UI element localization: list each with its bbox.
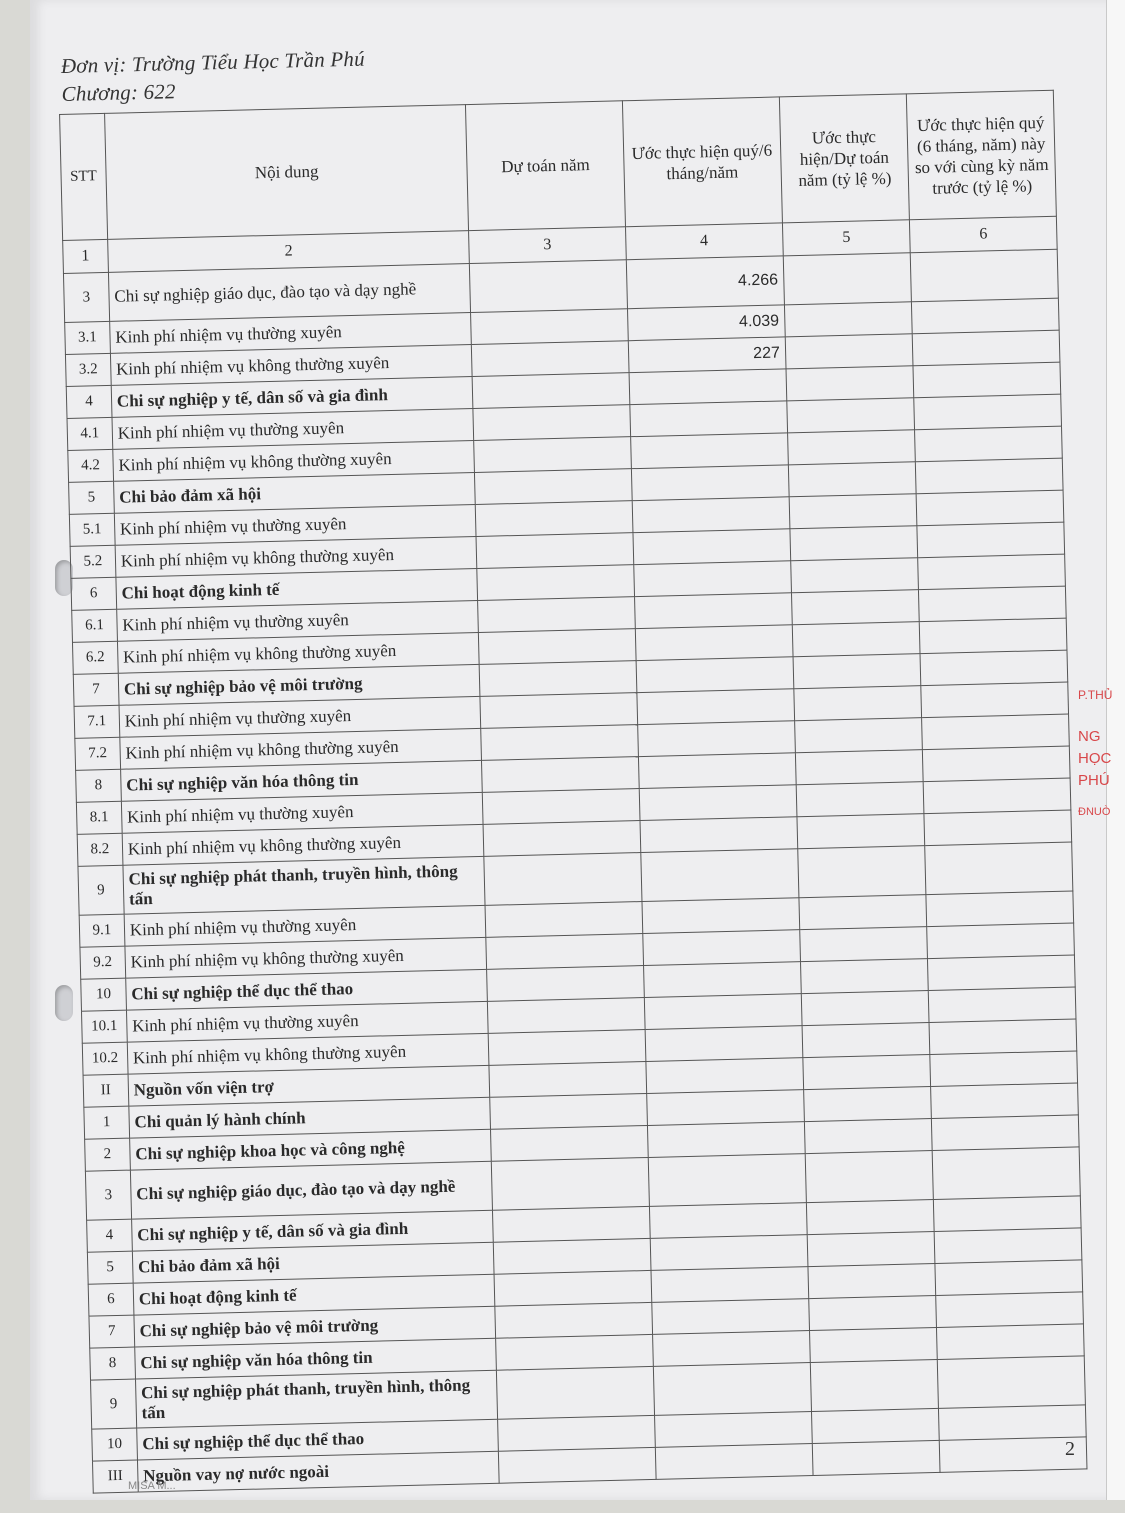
row-ratio-estimate <box>784 302 912 337</box>
row-annual-estimate <box>492 1157 649 1210</box>
row-annual-estimate <box>484 821 641 857</box>
row-content: Kinh phí nhiệm vụ thường xuyên <box>126 1001 488 1042</box>
row-ratio-estimate <box>799 927 927 962</box>
row-annual-estimate <box>488 998 645 1034</box>
row-estimated-execution <box>640 849 798 902</box>
row-ratio-previous-year <box>937 1324 1084 1360</box>
row-annual-estimate <box>489 1030 646 1066</box>
row-ratio-previous-year <box>923 778 1070 814</box>
row-annual-estimate <box>473 405 630 441</box>
row-annual-estimate <box>495 1302 652 1338</box>
row-annual-estimate <box>476 533 633 569</box>
row-ratio-previous-year <box>932 1115 1079 1151</box>
row-content: Chi bảo đảm xã hội <box>113 472 475 513</box>
row-ratio-previous-year <box>922 714 1069 750</box>
footer-mark: MISA M... <box>128 1480 176 1492</box>
row-ratio-estimate <box>804 1119 932 1154</box>
row-ratio-estimate <box>806 1200 934 1235</box>
row-ratio-estimate <box>803 1055 931 1090</box>
row-ratio-estimate <box>808 1295 936 1330</box>
row-stt: 4.1 <box>67 417 113 450</box>
unit-name: Đơn vị: Trường Tiểu Học Trần Phú <box>60 46 366 78</box>
row-stt: 7 <box>89 1315 135 1348</box>
row-estimated-execution: 4.266 <box>626 256 784 309</box>
col-header-annual-estimate: Dự toán năm <box>466 101 625 231</box>
row-annual-estimate <box>497 1366 654 1419</box>
row-content: Kinh phí nhiệm vụ thường xuyên <box>116 600 478 641</box>
row-ratio-estimate <box>792 622 920 657</box>
row-ratio-estimate <box>808 1263 936 1298</box>
row-annual-estimate <box>470 260 627 313</box>
row-estimated-execution <box>636 657 794 693</box>
row-annual-estimate <box>472 341 629 377</box>
col-header-content: Nội dung <box>104 105 469 240</box>
row-estimated-execution <box>633 561 791 597</box>
row-estimated-execution <box>648 1154 806 1207</box>
row-content: Kinh phí nhiệm vụ không thường xuyên <box>117 632 479 673</box>
row-stt: 4.2 <box>68 449 114 482</box>
row-ratio-estimate <box>795 750 923 785</box>
row-ratio-estimate <box>810 1359 939 1411</box>
row-stt: 3 <box>63 272 109 322</box>
row-ratio-estimate <box>793 654 921 689</box>
row-content: Kinh phí nhiệm vụ không thường xuyên <box>120 728 482 769</box>
row-annual-estimate <box>478 597 635 633</box>
row-annual-estimate <box>482 757 639 793</box>
row-content: Nguồn vay nợ nước ngoài <box>137 1451 499 1492</box>
row-estimated-execution <box>629 401 787 437</box>
row-ratio-estimate <box>812 1440 940 1475</box>
row-estimated-execution <box>654 1412 812 1448</box>
row-ratio-estimate <box>798 846 927 898</box>
row-stt: 4 <box>66 385 112 418</box>
row-ratio-previous-year <box>923 746 1070 782</box>
row-annual-estimate <box>487 966 644 1002</box>
row-estimated-execution: 227 <box>628 337 786 373</box>
row-ratio-previous-year <box>917 522 1064 558</box>
row-content: Chi sự nghiệp giáo dục, đào tạo và dạy nghề <box>130 1161 493 1219</box>
col-header-ratio-previous-year: Ước thực hiện quý (6 tháng, năm) này so với cùng kỳ năm trước (tỷ lệ %) <box>907 90 1057 220</box>
row-ratio-previous-year <box>929 1019 1076 1055</box>
row-content: Chi sự nghiệp khoa học và công nghệ <box>129 1129 491 1170</box>
col-header-stt: STT <box>60 113 108 240</box>
row-content: Chi hoạt động kinh tế <box>116 568 478 609</box>
row-ratio-estimate <box>801 991 929 1026</box>
row-content: Chi sự nghiệp văn hóa thông tin <box>135 1338 497 1379</box>
row-content: Chi hoạt động kinh tế <box>133 1274 495 1315</box>
row-ratio-previous-year <box>921 682 1068 718</box>
row-content: Chi sự nghiệp văn hóa thông tin <box>120 760 482 801</box>
row-ratio-previous-year <box>934 1228 1081 1264</box>
row-ratio-estimate <box>811 1408 939 1443</box>
row-stt: 5 <box>69 481 115 514</box>
row-stt: II <box>83 1074 129 1107</box>
row-estimated-execution <box>650 1235 808 1271</box>
row-annual-estimate <box>494 1238 651 1274</box>
index-cell: 3 <box>469 227 626 264</box>
row-annual-estimate <box>491 1125 648 1161</box>
row-estimated-execution <box>630 433 788 469</box>
row-ratio-previous-year <box>919 586 1066 622</box>
row-ratio-previous-year <box>928 955 1075 991</box>
row-annual-estimate <box>475 469 632 505</box>
row-content: Kinh phí nhiệm vụ không thường xuyên <box>113 441 475 482</box>
row-content: Nguồn vốn viện trợ <box>128 1065 490 1106</box>
stamp-text: ĐNUÒ <box>1078 806 1111 818</box>
row-ratio-previous-year <box>916 458 1063 494</box>
row-ratio-estimate <box>790 526 918 561</box>
row-stt: 6 <box>88 1283 134 1316</box>
row-content: Kinh phí nhiệm vụ thường xuyên <box>109 313 471 354</box>
row-ratio-previous-year <box>929 987 1076 1023</box>
row-stt: 5.2 <box>70 545 116 578</box>
col-header-ratio-estimate: Ước thực hiện/Dự toán năm (tỷ lệ %) <box>779 94 910 223</box>
row-stt: 9.1 <box>79 914 125 947</box>
row-stt: 5 <box>87 1251 133 1284</box>
row-ratio-previous-year <box>930 1051 1077 1087</box>
row-content: Chi sự nghiệp thể dục thể thao <box>137 1419 499 1460</box>
row-stt: 8.1 <box>76 801 122 834</box>
row-estimated-execution <box>643 962 801 998</box>
row-stt: 9 <box>78 865 124 915</box>
row-stt: 10.2 <box>82 1042 128 1075</box>
row-content: Chi quản lý hành chính <box>129 1097 491 1138</box>
row-stt: 5.1 <box>69 513 115 546</box>
row-stt: 10 <box>81 978 127 1011</box>
row-stt: 7 <box>73 673 119 706</box>
row-ratio-previous-year <box>912 330 1059 366</box>
row-estimated-execution <box>653 1363 811 1416</box>
row-ratio-previous-year <box>910 249 1058 302</box>
row-ratio-previous-year <box>916 490 1063 526</box>
row-annual-estimate <box>493 1206 650 1242</box>
row-ratio-estimate <box>791 590 919 625</box>
row-estimated-execution <box>629 369 787 405</box>
row-estimated-execution <box>639 785 797 821</box>
row-annual-estimate <box>485 902 642 938</box>
row-estimated-execution <box>635 625 793 661</box>
row-estimated-execution <box>637 721 795 757</box>
chapter-code: Chương: 622 <box>61 79 176 106</box>
row-annual-estimate <box>477 565 634 601</box>
row-estimated-execution <box>631 465 789 501</box>
col-header-estimated-execution: Ước thực hiện quý/6 tháng/năm <box>622 97 782 227</box>
row-ratio-previous-year <box>919 618 1066 654</box>
row-stt: III <box>92 1460 138 1493</box>
row-stt: 6.1 <box>72 609 118 642</box>
row-ratio-estimate <box>794 686 922 721</box>
row-ratio-estimate <box>786 366 914 401</box>
row-stt: 3.2 <box>65 353 111 386</box>
row-ratio-previous-year <box>918 554 1065 590</box>
row-ratio-previous-year <box>934 1196 1081 1232</box>
row-ratio-estimate <box>809 1327 937 1362</box>
row-ratio-previous-year <box>912 298 1059 334</box>
row-annual-estimate <box>498 1415 655 1451</box>
row-estimated-execution <box>636 689 794 725</box>
row-stt: 4 <box>87 1219 133 1252</box>
row-annual-estimate <box>471 309 628 345</box>
row-stt: 8.2 <box>77 833 123 866</box>
row-estimated-execution <box>649 1203 807 1239</box>
row-ratio-previous-year <box>936 1292 1083 1328</box>
row-estimated-execution <box>642 898 800 934</box>
row-annual-estimate <box>486 934 643 970</box>
row-content: Chi sự nghiệp y tế, dân số và gia đình <box>131 1210 493 1251</box>
row-ratio-estimate <box>787 398 915 433</box>
index-cell: 6 <box>910 216 1057 253</box>
row-ratio-estimate <box>789 494 917 529</box>
row-estimated-execution <box>655 1444 813 1480</box>
page-number: 2 <box>1065 1438 1075 1460</box>
row-ratio-previous-year <box>926 891 1073 927</box>
row-ratio-estimate <box>800 959 928 994</box>
row-ratio-estimate <box>803 1087 931 1122</box>
row-estimated-execution: 4.039 <box>627 305 785 341</box>
stamp-text: PHÚ <box>1078 772 1110 789</box>
row-estimated-execution <box>651 1267 809 1303</box>
row-estimated-execution <box>645 1026 803 1062</box>
row-ratio-previous-year <box>915 426 1062 462</box>
red-stamp <box>1070 680 1125 830</box>
row-ratio-estimate <box>794 718 922 753</box>
row-content: Kinh phí nhiệm vụ không thường xuyên <box>110 345 472 386</box>
row-ratio-estimate <box>807 1231 935 1266</box>
row-content: Kinh phí nhiệm vụ thường xuyên <box>112 409 474 450</box>
row-ratio-previous-year <box>914 394 1061 430</box>
row-ratio-estimate <box>783 253 912 305</box>
row-annual-estimate <box>484 853 641 906</box>
row-ratio-estimate <box>788 462 916 497</box>
row-annual-estimate <box>490 1093 647 1129</box>
row-stt: 9 <box>91 1379 137 1429</box>
row-stt: 9.2 <box>80 946 126 979</box>
row-estimated-execution <box>640 817 798 853</box>
budget-table <box>59 90 1087 1494</box>
row-estimated-execution <box>638 753 796 789</box>
row-stt: 7.1 <box>74 705 120 738</box>
row-content: Kinh phí nhiệm vụ không thường xuyên <box>122 824 484 865</box>
row-ratio-previous-year <box>935 1260 1082 1296</box>
row-ratio-previous-year <box>932 1147 1080 1200</box>
row-stt: 7.2 <box>75 737 121 770</box>
row-content: Chi sự nghiệp bảo vệ môi trường <box>118 664 480 705</box>
row-stt: 1 <box>84 1106 130 1139</box>
row-content: Chi sự nghiệp thể dục thể thao <box>126 969 488 1010</box>
row-estimated-execution <box>652 1331 810 1367</box>
row-content: Chi sự nghiệp phát thanh, truyền hình, thông tấn <box>123 856 486 914</box>
row-stt: 8 <box>90 1347 136 1380</box>
row-estimated-execution <box>634 593 792 629</box>
row-ratio-estimate <box>790 558 918 593</box>
row-annual-estimate <box>483 789 640 825</box>
row-stt: 10.1 <box>81 1010 127 1043</box>
row-estimated-execution <box>645 1058 803 1094</box>
row-annual-estimate <box>481 725 638 761</box>
row-stt: 3 <box>85 1170 131 1220</box>
row-annual-estimate <box>473 373 630 409</box>
row-ratio-estimate <box>802 1023 930 1058</box>
row-estimated-execution <box>632 497 790 533</box>
row-stt: 2 <box>85 1138 131 1171</box>
row-stt: 6 <box>71 577 117 610</box>
row-content: Chi bảo đảm xã hội <box>132 1242 494 1283</box>
row-annual-estimate <box>479 629 636 665</box>
row-ratio-previous-year <box>938 1356 1086 1409</box>
row-content: Kinh phí nhiệm vụ không thường xuyên <box>115 536 477 577</box>
row-annual-estimate <box>489 1062 646 1098</box>
row-content: Kinh phí nhiệm vụ không thường xuyên <box>125 937 487 978</box>
row-stt: 8 <box>76 769 122 802</box>
row-ratio-previous-year <box>931 1083 1078 1119</box>
stamp-text: P.THỦ <box>1078 688 1113 702</box>
row-ratio-estimate <box>799 895 927 930</box>
row-ratio-estimate <box>796 782 924 817</box>
index-cell: 4 <box>625 223 783 260</box>
row-estimated-execution <box>651 1299 809 1335</box>
row-content: Chi sự nghiệp y tế, dân số và gia đình <box>111 377 473 418</box>
row-estimated-execution <box>646 1090 804 1126</box>
stamp-text: HỌC <box>1078 750 1112 767</box>
row-content: Kinh phí nhiệm vụ thường xuyên <box>114 504 476 545</box>
row-ratio-previous-year <box>920 650 1067 686</box>
row-annual-estimate <box>480 661 637 697</box>
row-estimated-execution <box>633 529 791 565</box>
row-ratio-previous-year <box>927 923 1074 959</box>
row-ratio-previous-year <box>913 362 1060 398</box>
stamp-text: NG <box>1078 728 1101 745</box>
row-content: Kinh phí nhiệm vụ thường xuyên <box>119 696 481 737</box>
table-body <box>63 249 1087 1493</box>
row-stt: 6.2 <box>72 641 118 674</box>
row-content: Kinh phí nhiệm vụ không thường xuyên <box>127 1033 489 1074</box>
row-ratio-previous-year <box>924 810 1071 846</box>
row-ratio-estimate <box>785 334 913 369</box>
row-estimated-execution <box>642 930 800 966</box>
row-content: Kinh phí nhiệm vụ thường xuyên <box>124 905 486 946</box>
row-annual-estimate <box>494 1270 651 1306</box>
row-content: Chi sự nghiệp giáo dục, đào tạo và dạy nghề <box>108 264 471 322</box>
row-annual-estimate <box>496 1334 653 1370</box>
index-cell: 2 <box>107 231 469 273</box>
row-ratio-previous-year <box>939 1405 1086 1441</box>
table-header-row <box>60 90 1057 240</box>
row-estimated-execution <box>644 994 802 1030</box>
row-content: Chi sự nghiệp phát thanh, truyền hình, thông tấn <box>135 1370 498 1428</box>
row-ratio-estimate <box>787 430 915 465</box>
row-stt: 3.1 <box>65 321 111 354</box>
row-annual-estimate <box>480 693 637 729</box>
row-content: Kinh phí nhiệm vụ thường xuyên <box>121 792 483 833</box>
row-ratio-previous-year <box>925 842 1073 895</box>
row-ratio-estimate <box>797 814 925 849</box>
row-annual-estimate <box>499 1447 656 1483</box>
row-estimated-execution <box>647 1122 805 1158</box>
row-content: Chi sự nghiệp bảo vệ môi trường <box>134 1306 496 1347</box>
row-annual-estimate <box>474 437 631 473</box>
row-annual-estimate <box>476 501 633 537</box>
index-cell: 5 <box>782 220 910 256</box>
row-stt: 10 <box>92 1428 138 1461</box>
row-ratio-estimate <box>805 1151 934 1203</box>
index-cell: 1 <box>63 239 109 273</box>
